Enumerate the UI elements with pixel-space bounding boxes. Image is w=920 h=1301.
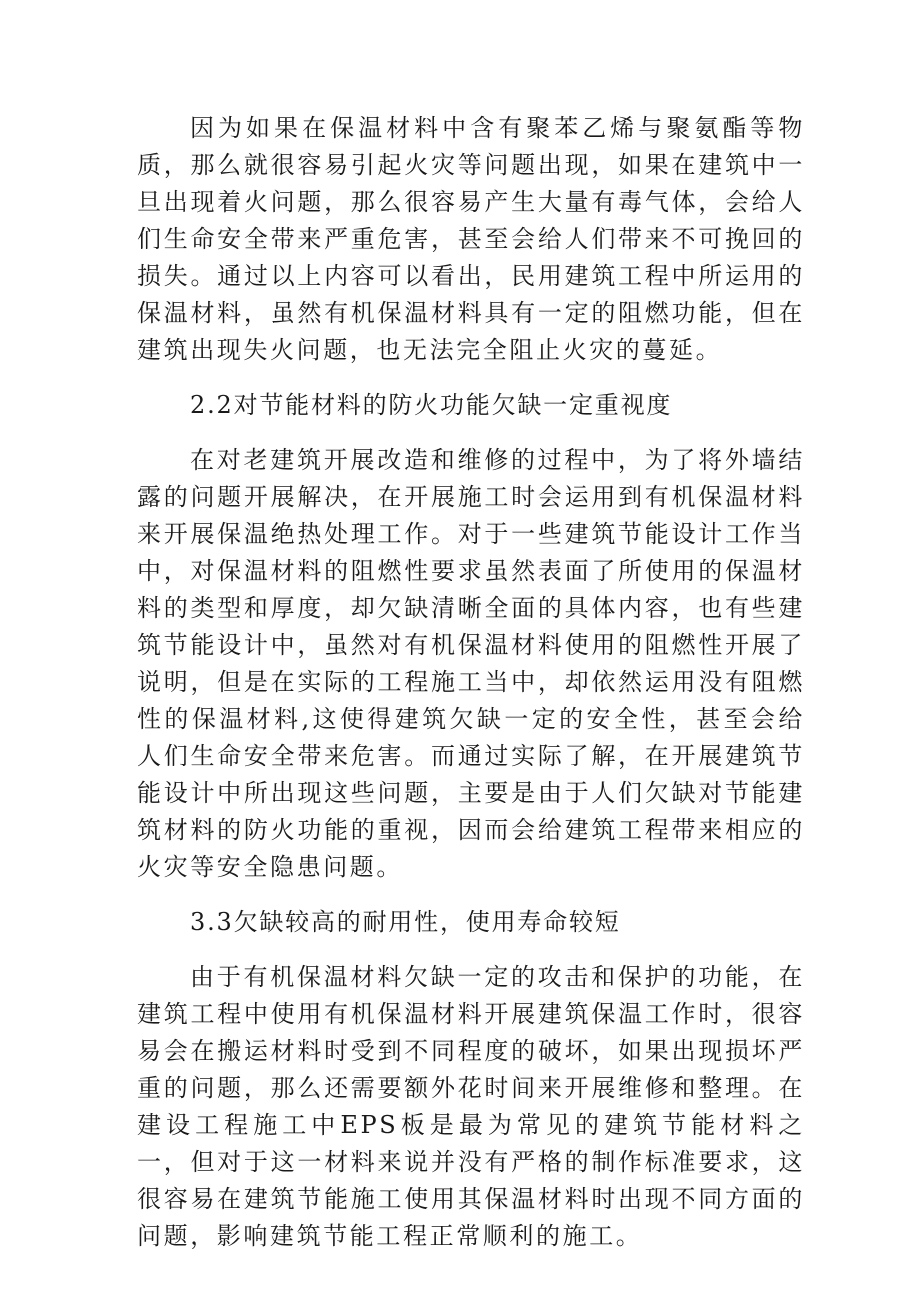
document-body [137, 110, 805, 1273]
section-heading-2-2: 2.2对节能材料的防火功能欠缺一定重视度 [190, 391, 673, 419]
paragraph-durability: 由于有机保温材料欠缺一定的攻击和保护的功能，在建筑工程中使用有机保温材料开展建筑保温工作时，很容易会在搬运材料时受到不同程度的破坏，如果出现损坏严重的问题，那么还需要额外花时间来开展维修和整理。在建设工程施工中EPS板是最为常见的建筑节能材料之一，但对于这一材料来说并没有严格的制作标准要求，这很容易在建筑节能施工使用其保温材料时出现不同方面的问题，影响建筑节能工程正常顺利的施工。 [137, 963, 805, 1250]
paragraph-fire-prevention-neglect: 在对老建筑开展改造和维修的过程中，为了将外墙结露的问题开展解决，在开展施工时会运用到有机保温材料来开展保温绝热处理工作。对于一些建筑节能设计工作当中，对保温材料的阻燃性要求虽然表面了所使用的保温材料的类型和厚度，却欠缺清晰全面的具体内容，也有些建筑节能设计中，虽然对有机保温材料使用的阻燃性开展了说明，但是在实际的工程施工当中，却依然运用没有阻燃性的保温材料,这使得建筑欠缺一定的安全性，甚至会给人们生命安全带来危害。而通过实际了解，在开展建筑节能设计中所出现这些问题，主要是由于人们欠缺对节能建筑材料的防火功能的重视，因而会给建筑工程带来相应的火灾等安全隐患问题。 [137, 446, 805, 881]
paragraph-fire-risk: 因为如果在保温材料中含有聚苯乙烯与聚氨酯等物质，那么就很容易引起火灾等问题出现，如果在建筑中一旦出现着火问题，那么很容易产生大量有毒气体，会给人们生命安全带来严重危害，甚至会给人们带来不可挽回的损失。通过以上内容可以看出，民用建筑工程中所运用的保温材料，虽然有机保温材料具有一定的阻燃功能，但在建筑出现失火问题，也无法完全阻止火灾的蔓延。 [137, 114, 805, 364]
section-heading-3-3: 3.3欠缺较高的耐用性，使用寿命较短 [190, 908, 621, 936]
